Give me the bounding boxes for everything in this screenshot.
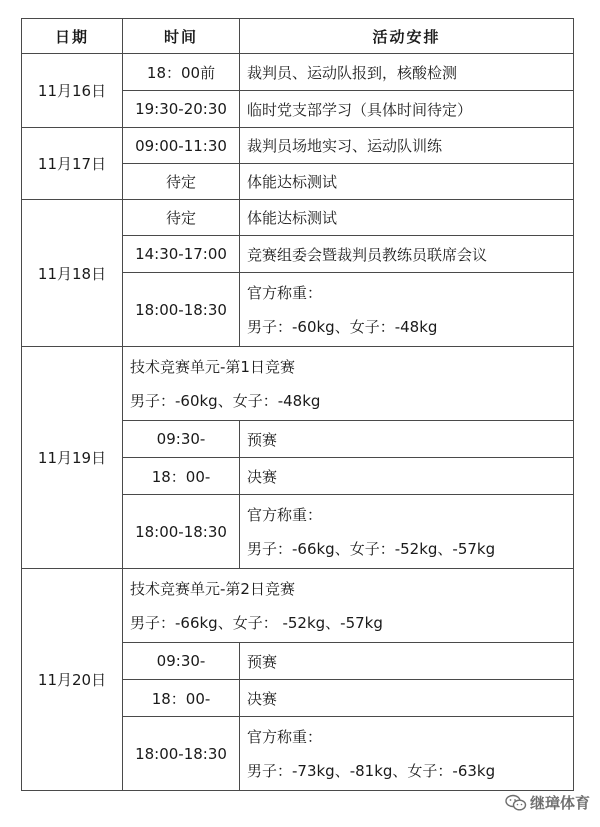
- time-cell: 09:00-11:30: [123, 128, 240, 164]
- date-cell: 11月20日: [22, 569, 123, 791]
- time-cell: 18：00-: [123, 458, 240, 495]
- date-cell: 11月19日: [22, 347, 123, 569]
- watermark: [505, 792, 590, 813]
- session-title: 技术竞赛单元-第1日竞赛: [130, 357, 295, 376]
- header-time: 时间: [123, 19, 240, 54]
- time-cell: 18:00-18:30: [123, 495, 240, 569]
- time-cell: 09:30-: [123, 421, 240, 458]
- activity-cell: 决赛: [240, 680, 574, 717]
- activity-cell: [240, 495, 574, 569]
- session-cell: [123, 569, 574, 643]
- wechat-icon: [505, 794, 527, 812]
- time-cell: 18:00-18:30: [123, 273, 240, 347]
- header-date: 日期: [22, 19, 123, 54]
- time-cell: 19:30-20:30: [123, 91, 240, 128]
- activity-cell: 体能达标测试: [240, 200, 574, 236]
- activity-cell: 竞赛组委会暨裁判员教练员联席会议: [240, 236, 574, 273]
- activity-cell: [240, 273, 574, 347]
- activity-cell: 裁判员场地实习、运动队训练: [240, 128, 574, 164]
- session-weights: 男子：-60kg、女子：-48kg: [130, 391, 321, 410]
- date-cell: 11月17日: [22, 128, 123, 200]
- session-cell: [123, 347, 574, 421]
- time-cell: 待定: [123, 200, 240, 236]
- table-row: [22, 347, 574, 421]
- activity-line: 官方称重：: [247, 727, 323, 746]
- date-cell: 11月18日: [22, 200, 123, 347]
- session-weights: 男子：-66kg、女子： -52kg、-57kg: [130, 613, 383, 632]
- table-row: [22, 128, 574, 164]
- time-cell: 14:30-17:00: [123, 236, 240, 273]
- activity-cell: 临时党支部学习（具体时间待定）: [240, 91, 574, 128]
- activity-cell: 体能达标测试: [240, 164, 574, 200]
- header-activity: 活动安排: [240, 19, 574, 54]
- session-title: 技术竞赛单元-第2日竞赛: [130, 579, 295, 598]
- time-cell: 18：00-: [123, 680, 240, 717]
- header-row: [22, 19, 574, 54]
- schedule-table: [21, 18, 574, 791]
- date-cell: 11月16日: [22, 54, 123, 128]
- activity-cell: [240, 717, 574, 791]
- activity-cell: 决赛: [240, 458, 574, 495]
- table-row: [22, 569, 574, 643]
- activity-cell: 裁判员、运动队报到，核酸检测: [240, 54, 574, 91]
- activity-line: 男子：-66kg、女子：-52kg、-57kg: [247, 539, 496, 558]
- activity-line: 男子：-60kg、女子：-48kg: [247, 317, 438, 336]
- time-cell: 09:30-: [123, 643, 240, 680]
- table-row: [22, 54, 574, 91]
- activity-cell: 预赛: [240, 421, 574, 458]
- time-cell: 待定: [123, 164, 240, 200]
- watermark-text: 继璋体育: [529, 794, 590, 812]
- activity-line: 官方称重：: [247, 505, 323, 524]
- activity-line: 官方称重：: [247, 283, 323, 302]
- time-cell: 18：00前: [123, 54, 240, 91]
- activity-cell: 预赛: [240, 643, 574, 680]
- activity-line: 男子：-73kg、-81kg、女子：-63kg: [247, 761, 496, 780]
- time-cell: 18:00-18:30: [123, 717, 240, 791]
- table-row: [22, 200, 574, 236]
